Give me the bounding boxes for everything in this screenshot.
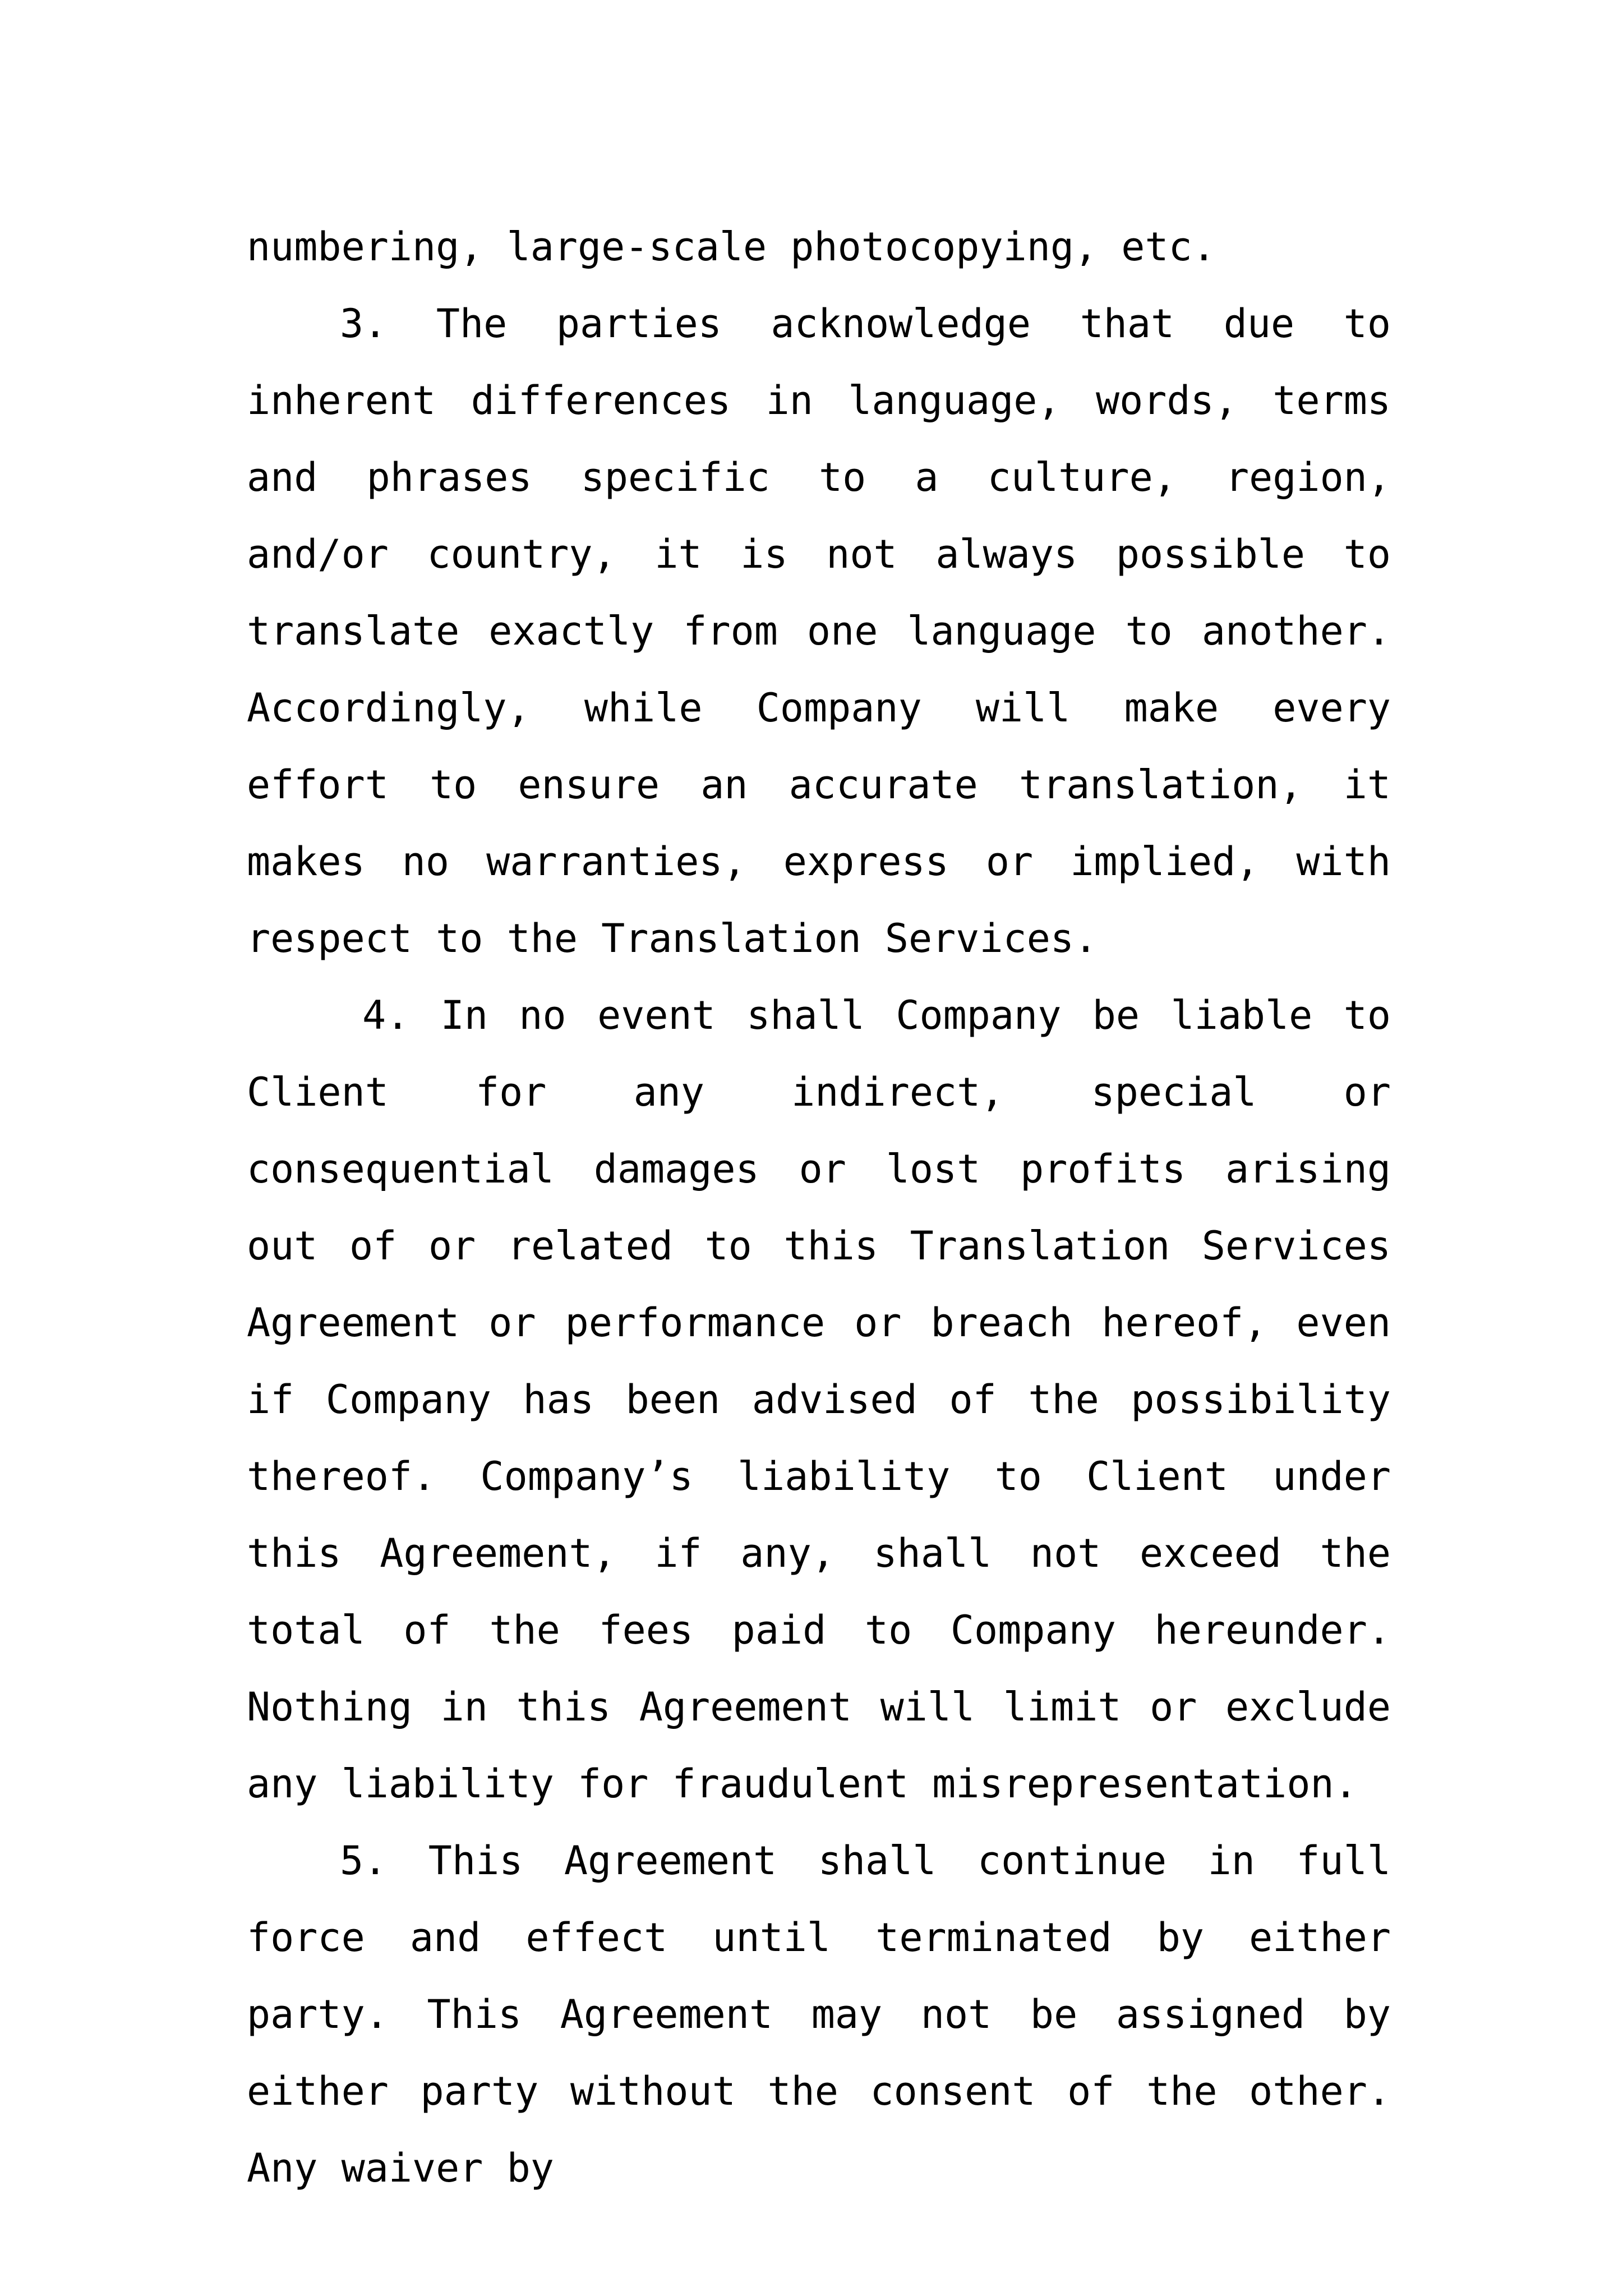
paragraph-clause-4: 4. In no event shall Company be liable to Client for any indirect, special or consequential damages or lost profits arising out of or related to this Translation Services Agreement or performance or breach hereof, even if Company has been advised of the possibility thereof. Company’s liability to Client under this Agreement, if any, shall not exceed the total of the fees paid to Company hereunder. Nothing in this Agreement will limit or exclude any liability for fraudulent misrepresentation. [247,992,1391,1807]
document-body [247,209,1391,2207]
paragraph-clause-3: 3. The parties acknowledge that due to inherent differences in language, words, terms and phrases specific to a culture, region, and/or country, it is not always possible to translate exactly from one language to another. Accordingly, while Company will make every effort to ensure an accurate translation, it makes no warranties, express or implied, with respect to the Translation Services. [247,301,1391,961]
paragraph-continuation: numbering, large-scale photocopying, etc. [247,224,1216,270]
paragraph-clause-5: 5. This Agreement shall continue in full force and effect until terminated by either party. This Agreement may not be assigned by either party without the consent of the other. Any waiver by [247,1838,1391,2191]
